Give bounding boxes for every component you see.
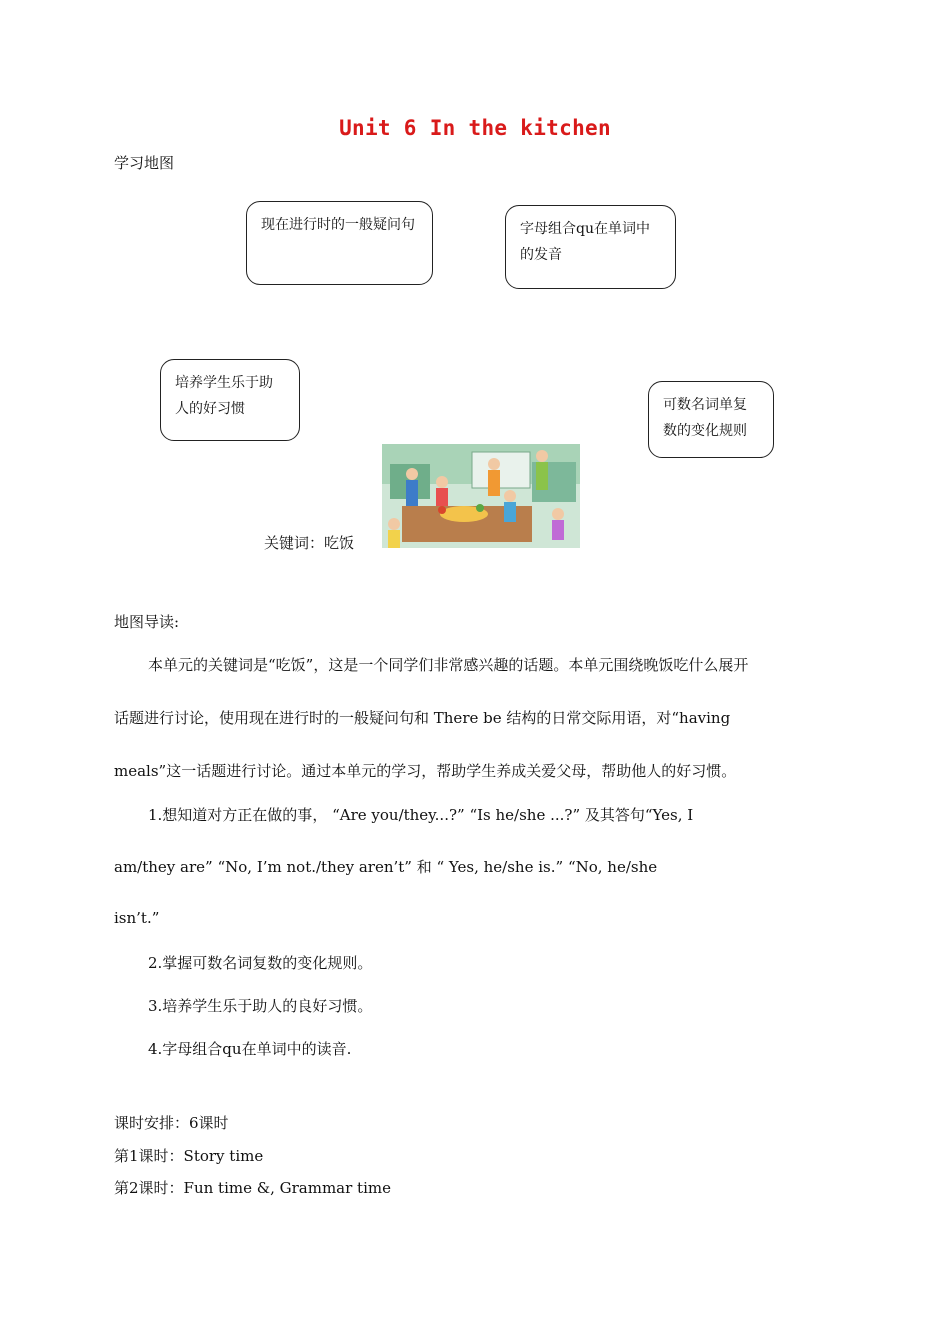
point-2: 2.掌握可数名词复数的变化规则。 [148,954,373,972]
section-heading-map: 学习地图 [114,154,175,172]
kitchen-illustration [382,444,580,548]
map-box-qu-pronunciation: 字母组合qu在单词中的发音 [505,205,676,289]
point-3: 3.培养学生乐于助人的良好习惯。 [148,997,373,1015]
map-box-present-continuous: 现在进行时的一般疑问句 [246,201,433,285]
point-1-line-1: 1.想知道对方正在做的事， “Are you/they...?” “Is he/she ...?” 及其答句“Yes, I [148,806,694,824]
intro-line-2: 话题进行讨论，使用现在进行时的一般疑问句和 There be 结构的日常交际用语，对“having [114,709,731,727]
schedule-lesson-2: 第2课时：Fun time &, Grammar time [114,1179,391,1197]
map-box-plural-rules: 可数名词单复数的变化规则 [648,381,774,458]
guide-heading: 地图导读: [114,613,180,631]
schedule-total: 课时安排：6课时 [114,1114,229,1132]
schedule-lesson-1: 第1课时：Story time [114,1147,264,1165]
intro-line-3: meals”这一话题进行讨论。通过本单元的学习，帮助学生养成关爱父母，帮助他人的好习惯。 [114,762,737,780]
page-title: Unit 6 In the kitchen [339,116,611,140]
point-4: 4.字母组合qu在单词中的读音. [148,1040,352,1058]
keyword-label: 关键词：吃饭 [264,534,355,552]
point-1-line-2: am/they are” “No, I’m not./they aren’t” 和 “ Yes, he/she is.” “No, he/she [114,858,658,876]
point-1-line-3: isn’t.” [114,909,160,927]
map-box-helping-others: 培养学生乐于助人的好习惯 [160,359,300,441]
intro-line-1: 本单元的关键词是“吃饭”，这是一个同学们非常感兴趣的话题。本单元围绕晚饭吃什么展开 [148,656,749,674]
